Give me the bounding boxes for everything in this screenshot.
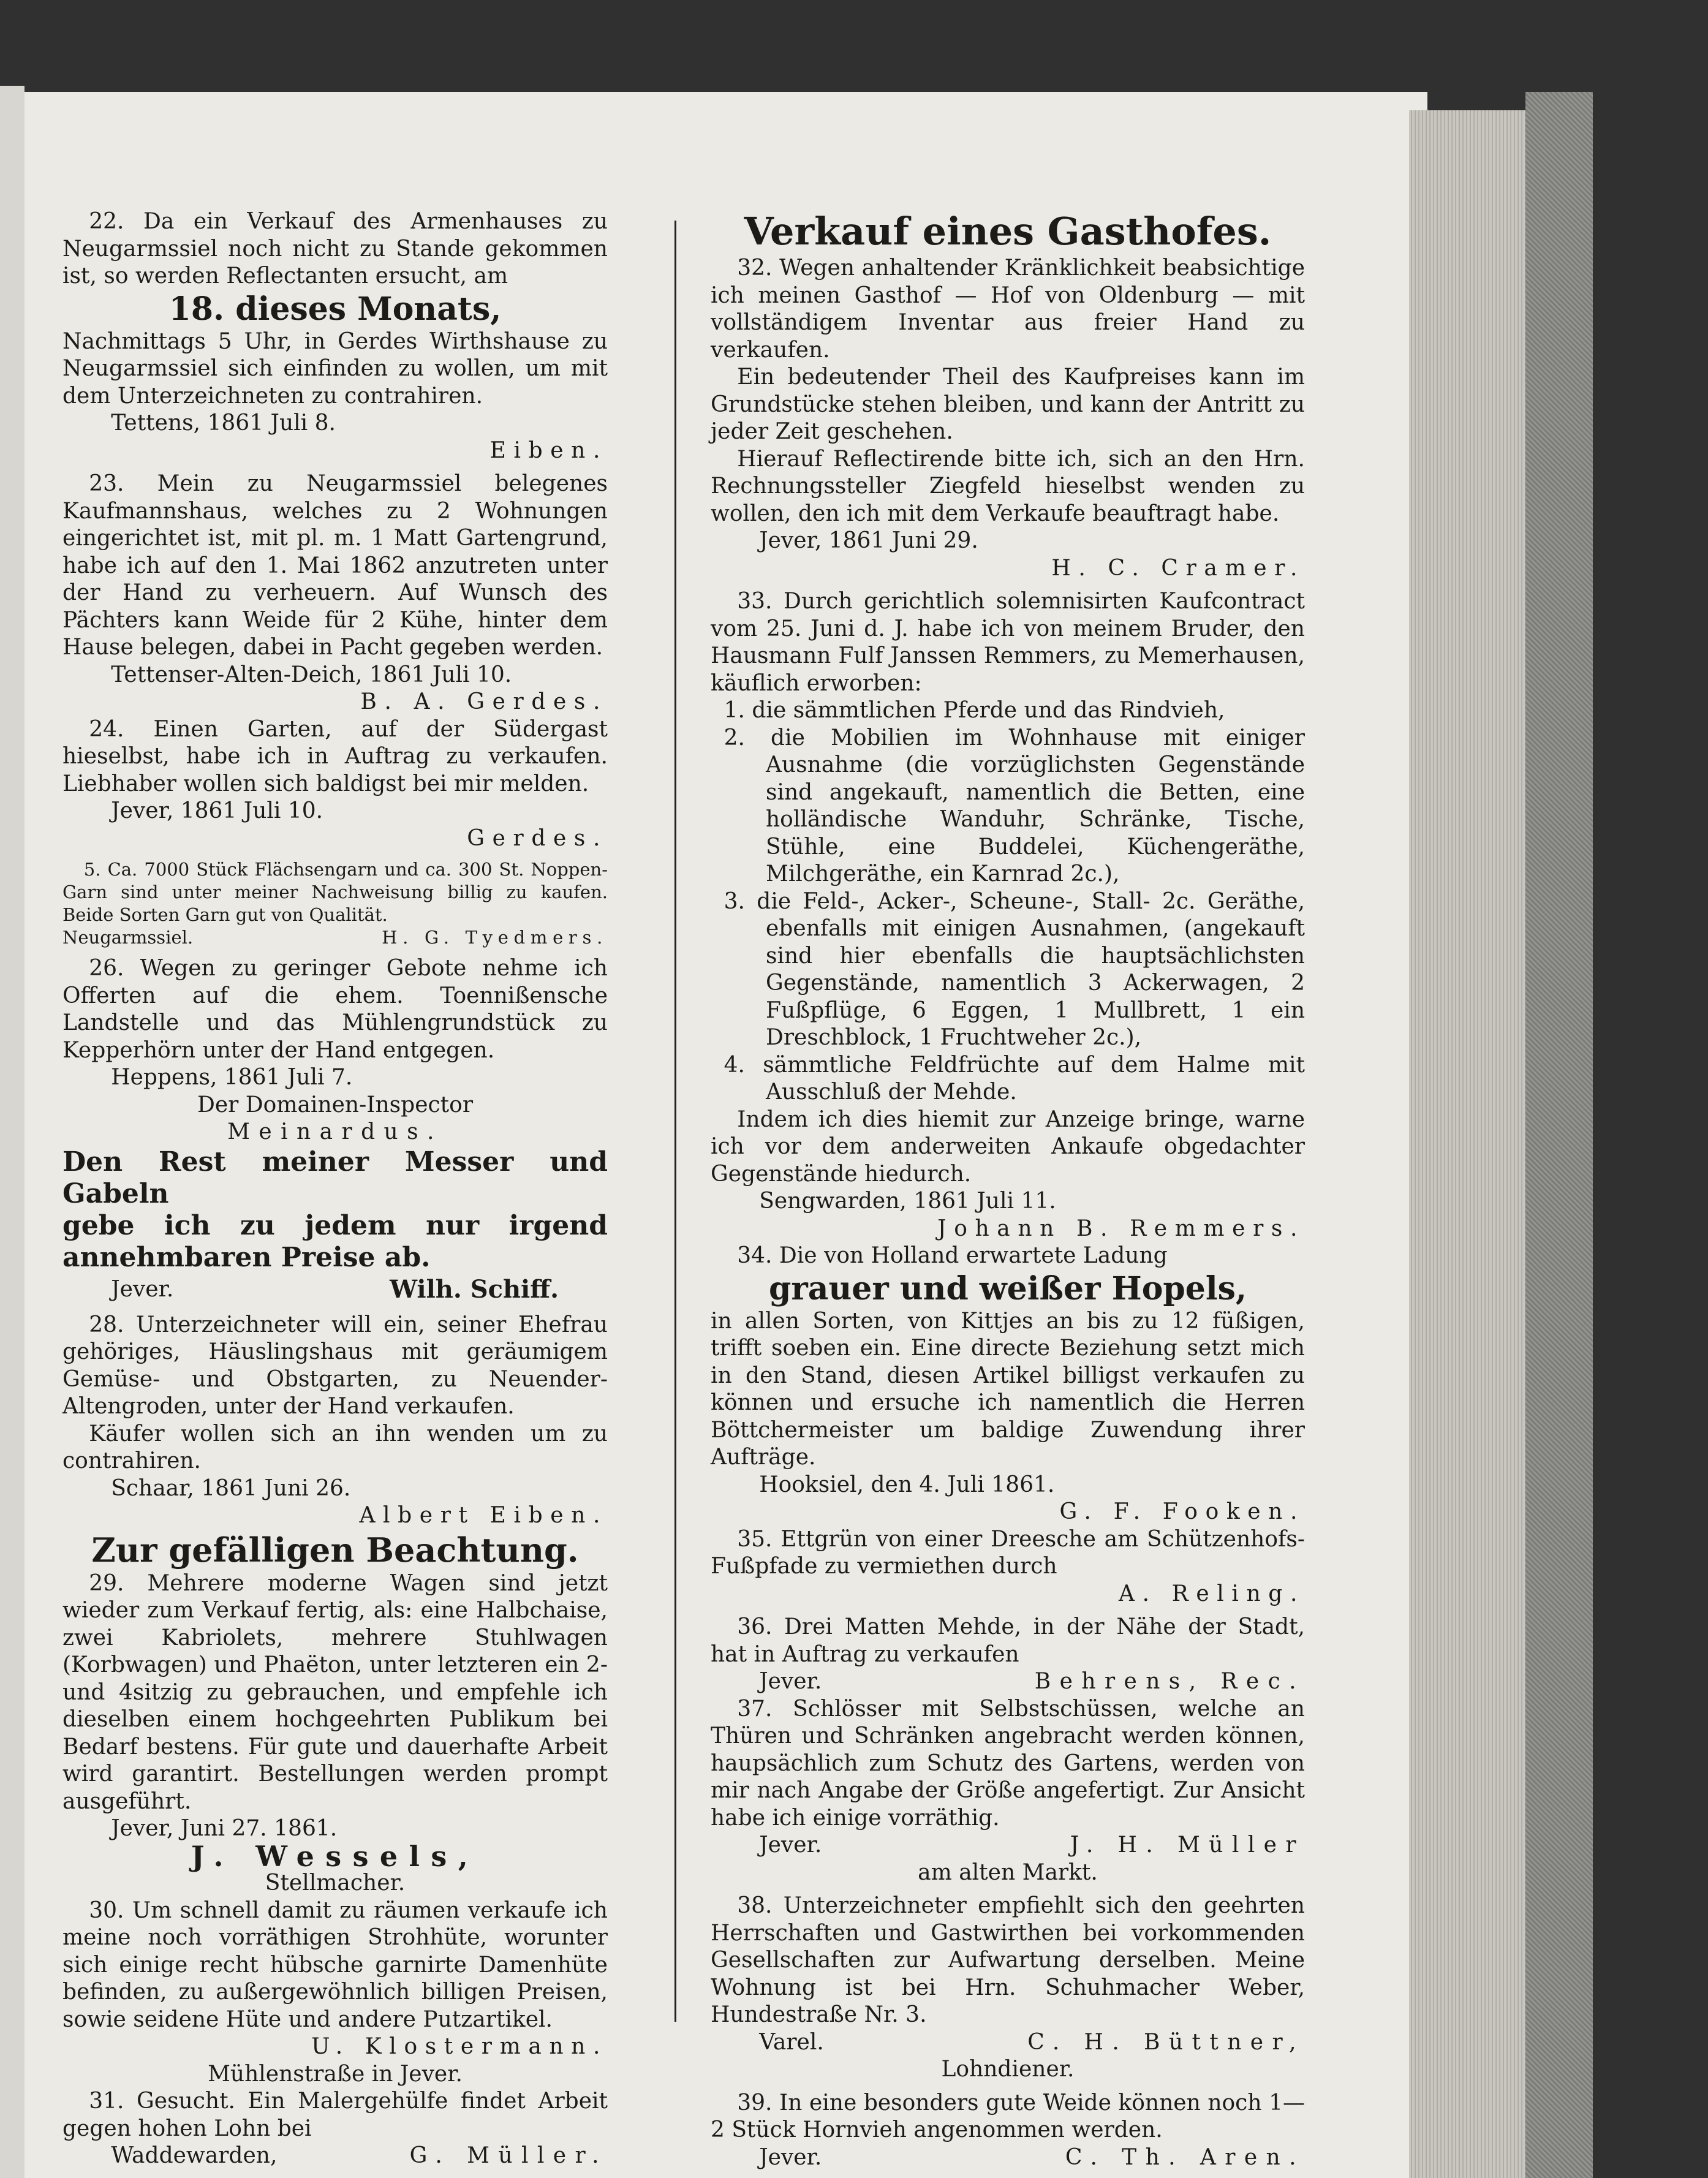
left-column — [62, 208, 608, 2170]
heading-beachtung: Zur gefälligen Beachtung. — [91, 1530, 579, 1570]
ad-31: 31. Gesucht. Ein Malergehülfe findet Arbeit gegen hohen Lohn bei Waddewarden, G. Müller. — [62, 2089, 608, 2168]
ad-28: 28. Unterzeichneter will ein, seiner Ehefrau gehöriges, Häuslingshaus mit geräumigem Gemüse- und Obstgarten, zu Neuender-Altengroden, unter der Hand verkaufen. Käufer wollen sich an ihn wenden um zu contrahiren. Schaar, 1861 Juni 26. Albert Eiben. — [62, 1312, 608, 1528]
ad-36: 36. Drei Matten Mehde, in der Nähe der Stadt, hat in Auftrag zu verkaufen Jever. Behrens, Rec. — [711, 1614, 1305, 1694]
ad-23: 23. Mein zu Neugarmssiel belegenes Kaufmannshaus, welches zu 2 Wohnungen eingerichtet ist, mit pl. m. 1 Matt Gartengrund, habe ich auf den 1. Mai 1862 anzutreten unter der Hand zu verheuern. Auf Wunsch des Pächters kann Weide für 2 Kühe, hinter dem Hause belegen, dabei in Pacht gegeben werden. Tettenser-Alten-Deich, 1861 Juli 10. B. A. Gerdes. — [62, 471, 608, 714]
ad-35: 35. Ettgrün von einer Dreesche am Schützenhofs-Fußpfade zu vermiethen durch A. Reling. — [711, 1526, 1305, 1606]
ad-29: 29. Mehrere moderne Wagen sind jetzt wieder zum Verkauf fertig, als: eine Halbchaise, zwei Kabriolets, mehrere Stuhlwagen (Korbwagen) und Phaëton, unter letzteren ein 2- und 4sitzig zu gebrauchen, und empfehle ich dieselben einem hochgeehrten Publikum bei Bedarf bestens. Für gute und dauerhafte Arbeit wird garantirt. Bestellungen werden prompt ausgeführt. Jever, Juni 27. 1861. J. Wessels, Stellmacher. — [62, 1570, 608, 1896]
book-cover-edge — [1525, 92, 1593, 2178]
ad-33: 33. Durch gerichtlich solemnisirten Kaufcontract vom 25. Juni d. J. habe ich von meinem Bruder, den Hausmann Fulf Janssen Remmers, zu Memerhausen, käuflich erworben: 1. die sämmtlichen Pferde und das Rindvieh, 2. die Mobilien im Wohnhause mit einiger Ausnahme (die vorzüglichsten Gegenstände sind angekauft, namentlich die Betten, eine holländische Wanduhr, Schränke, Tische, Stühle, eine Buddelei, Küchengeräthe, Milchgeräthe, ein Karnrad 2c.), 3. die Feld-, Acker-, Scheune-, Stall- 2c. Geräthe, ebenfalls mit einigen Ausnahmen, (angekauft sind hier ebenfalls die hauptsächlichsten Gegenstände, namentlich 3 Ackerwagen, 2 Fußpflüge, 6 Eggen, 1 Mullbrett, 1 ein Dreschblock, 1 Fruchtweher 2c.), 4. sämmtliche Feldfrüchte auf dem Halme mit Ausschluß der Mehde. Indem ich dies hiemit zur Anzeige bringe, warne ich vor dem anderweiten Ankaufe obgedachter Gegenstände hiedurch. Sengwarden, 1861 Juli 11. Johann B. Remmers. — [711, 589, 1305, 1241]
list-item: 4. sämmtliche Feldfrüchte auf dem Halme mit Ausschluß der Mehde. — [724, 1052, 1305, 1105]
ad-26: 26. Wegen zu geringer Gebote nehme ich Offerten auf die ehem. Toennißensche Landstelle und das Mühlengrundstück zu Kepperhörn unter der Hand entgegen. Heppens, 1861 Juli 7. Der Domainen-Inspector Meinardus. — [62, 956, 608, 1144]
previous-page-edge — [0, 86, 25, 2178]
ad-30: 30. Um schnell damit zu räumen verkaufe ich meine noch vorräthigen Strohhüte, worunter sich einige recht hübsche garnirte Damenhüte befinden, zu außergewöhnlich billigen Preisen, sowie seidene Hüte und andere Putzartikel. U. Klostermann. Mühlenstraße in Jever. — [62, 1897, 608, 2087]
ad-39: 39. In eine besonders gute Weide können noch 1—2 Stück Hornvieh angenommen werden. Jever. C. Th. Aren. — [711, 2090, 1305, 2170]
ad-34: 34. Die von Holland erwartete Ladung grauer und weißer Hopels, in allen Sorten, von Kittjes an bis zu 12 füßigen, trifft soeben ein. Eine directe Beziehung setzt mich in den Stand, diesen Artikel billigst verkaufen zu können und ersuche ich namentlich die Herren Böttchermeister um baldige Zuwendung ihrer Aufträge. Hooksiel, den 4. Juli 1861. G. F. Fooken. — [711, 1243, 1305, 1524]
ad-5: 5. Ca. 7000 Stück Flächsengarn und ca. 300 St. Noppen-Garn sind unter meiner Nachweisung billig zu kaufen. Beide Sorten Garn gut von Qualität. Neugarmssiel. H. G. Tyedmers. — [62, 859, 608, 948]
column-divider — [675, 221, 676, 2022]
ad-38: 38. Unterzeichneter empfiehlt sich den geehrten Herrschaften und Gastwirthen bei vorkommenden Gesellschaften zur Aufwartung derselben. Meine Wohnung ist bei Hrn. Schuhmacher Weber, Hundestraße Nr. 3. Varel. C. H. Büttner, Lohndiener. — [711, 1893, 1305, 2082]
list-item: 2. die Mobilien im Wohnhause mit einiger Ausnahme (die vorzüglichsten Gegenstände sind angekauft, namentlich die Betten, eine holländische Wanduhr, Schränke, Tische, Stühle, eine Buddelei, Küchengeräthe, Milchgeräthe, ein Karnrad 2c.), — [724, 725, 1305, 887]
heading-gasthof: Verkauf eines Gasthofes. — [744, 209, 1272, 254]
list-item: 1. die sämmtlichen Pferde und das Rindvieh, — [724, 698, 1225, 723]
ad-24: 24. Einen Garten, auf der Südergast hieselbst, habe ich in Auftrag zu verkaufen. Liebhaber wollen sich baldigst bei mir melden. Jever, 1861 Juli 10. Gerdes. — [62, 716, 608, 851]
ad-22: 22. Da ein Verkauf des Armenhauses zu Neugarmssiel noch nicht zu Stande gekommen ist, so werden Reflectanten ersucht, am 18. dieses Monats, Nachmittags 5 Uhr, in Gerdes Wirthshause zu Neugarmssiel sich einfinden zu wollen, um mit dem Unterzeichneten zu contrahiren. Tettens, 1861 Juli 8. Eiben. — [62, 209, 608, 463]
ad-37: 37. Schlösser mit Selbstschüssen, welche an Thüren und Schränken angebracht werden können, haupsächlich zum Schutz des Gartens, werden von mir nach Angabe der Größe angefertigt. Zur Ansicht habe ich einige vorräthig. Jever. J. H. Müller am alten Markt. — [711, 1696, 1305, 1885]
right-column — [711, 208, 1305, 2171]
ad-32: 32. Wegen anhaltender Kränklichkeit beabsichtige ich meinen Gasthof — Hof von Oldenburg — mit vollständigem Inventar aus freier Hand zu verkaufen. Ein bedeutender Theil des Kaufpreises kann im Grundstücke stehen bleiben, und kann der Antritt zu jeder Zeit geschehen. Hierauf Reflectirende bitte ich, sich an den Hrn. Rechnungssteller Ziegfeld hieselbst wenden zu wollen, den ich mit dem Verkaufe beauftragt habe. Jever, 1861 Juni 29. H. C. Cramer. — [711, 255, 1305, 581]
list-item: 3. die Feld-, Acker-, Scheune-, Stall- 2c. Geräthe, ebenfalls mit einigen Ausnahmen, (angekauft sind hier ebenfalls die hauptsächlichsten Gegenstände, namentlich 3 Ackerwagen, 2 Fußpflüge, 6 Eggen, 1 Mullbrett, 1 ein Dreschblock, 1 Fruchtweher 2c.), — [724, 888, 1305, 1050]
ad-schiff: Den Rest meiner Messer und Gabeln gebe ich zu jedem nur irgend annehmbaren Preise ab. Jever. Wilh. Schiff. — [62, 1146, 608, 1304]
